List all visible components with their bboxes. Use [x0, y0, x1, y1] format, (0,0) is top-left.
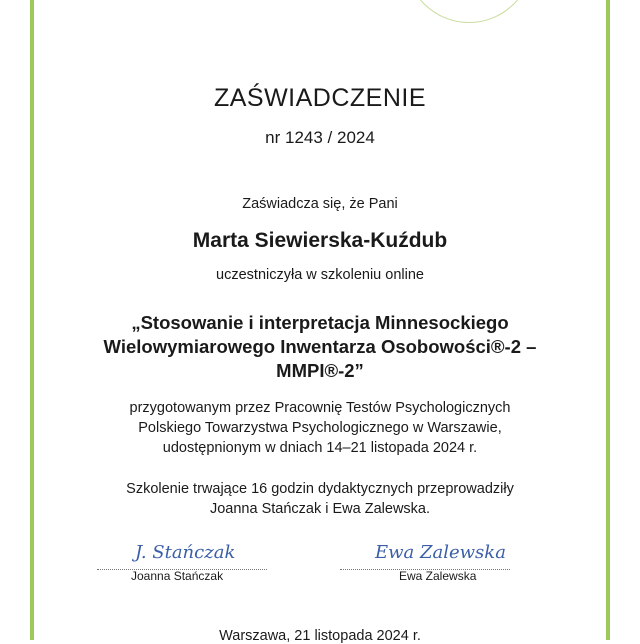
course-line: „Stosowanie i interpretacja Minnesockiego	[131, 312, 509, 333]
intro-text: Zaświadcza się, że Pani	[242, 196, 398, 212]
signatory-name: Joanna Stańczak	[131, 569, 224, 583]
recipient-name: Marta Siewierska-Kuźdub	[192, 229, 448, 252]
logo-circle	[405, 0, 533, 23]
paragraph-line: przygotowanym przez Pracownię Testów Psychologicznych	[129, 400, 511, 416]
place-date: Warszawa, 21 listopada 2024 r.	[219, 628, 421, 644]
signatory-name: Ewa Zalewska	[399, 569, 477, 583]
paragraph-line: udostępnionym w dniach 14–21 listopada 2024 r.	[162, 440, 478, 456]
certificate-title: ZAŚWIADCZENIE	[213, 84, 427, 112]
certificate-number: nr 1243 / 2024	[265, 128, 375, 147]
paragraph-line: Szkolenie trwające 16 godzin dydaktycznych przeprowadziły	[126, 481, 514, 497]
course-line: MMPI®-2”	[276, 360, 364, 381]
signature-stanczak: J. Stańczak	[135, 542, 236, 563]
signature-zalewska: Ewa Zalewska	[375, 542, 506, 563]
participation-text: uczestniczyła w szkoleniu online	[216, 267, 424, 283]
prepared-paragraph	[0, 398, 640, 458]
course-line: Wielowymiarowego Inwentarza Osobowości®-2 –	[103, 336, 537, 357]
course-title	[0, 311, 640, 383]
duration-paragraph	[0, 479, 640, 519]
paragraph-line: Polskiego Towarzystwa Psychologicznego w Warszawie,	[138, 420, 502, 436]
paragraph-line: Joanna Stańczak i Ewa Zalewska.	[209, 501, 431, 517]
